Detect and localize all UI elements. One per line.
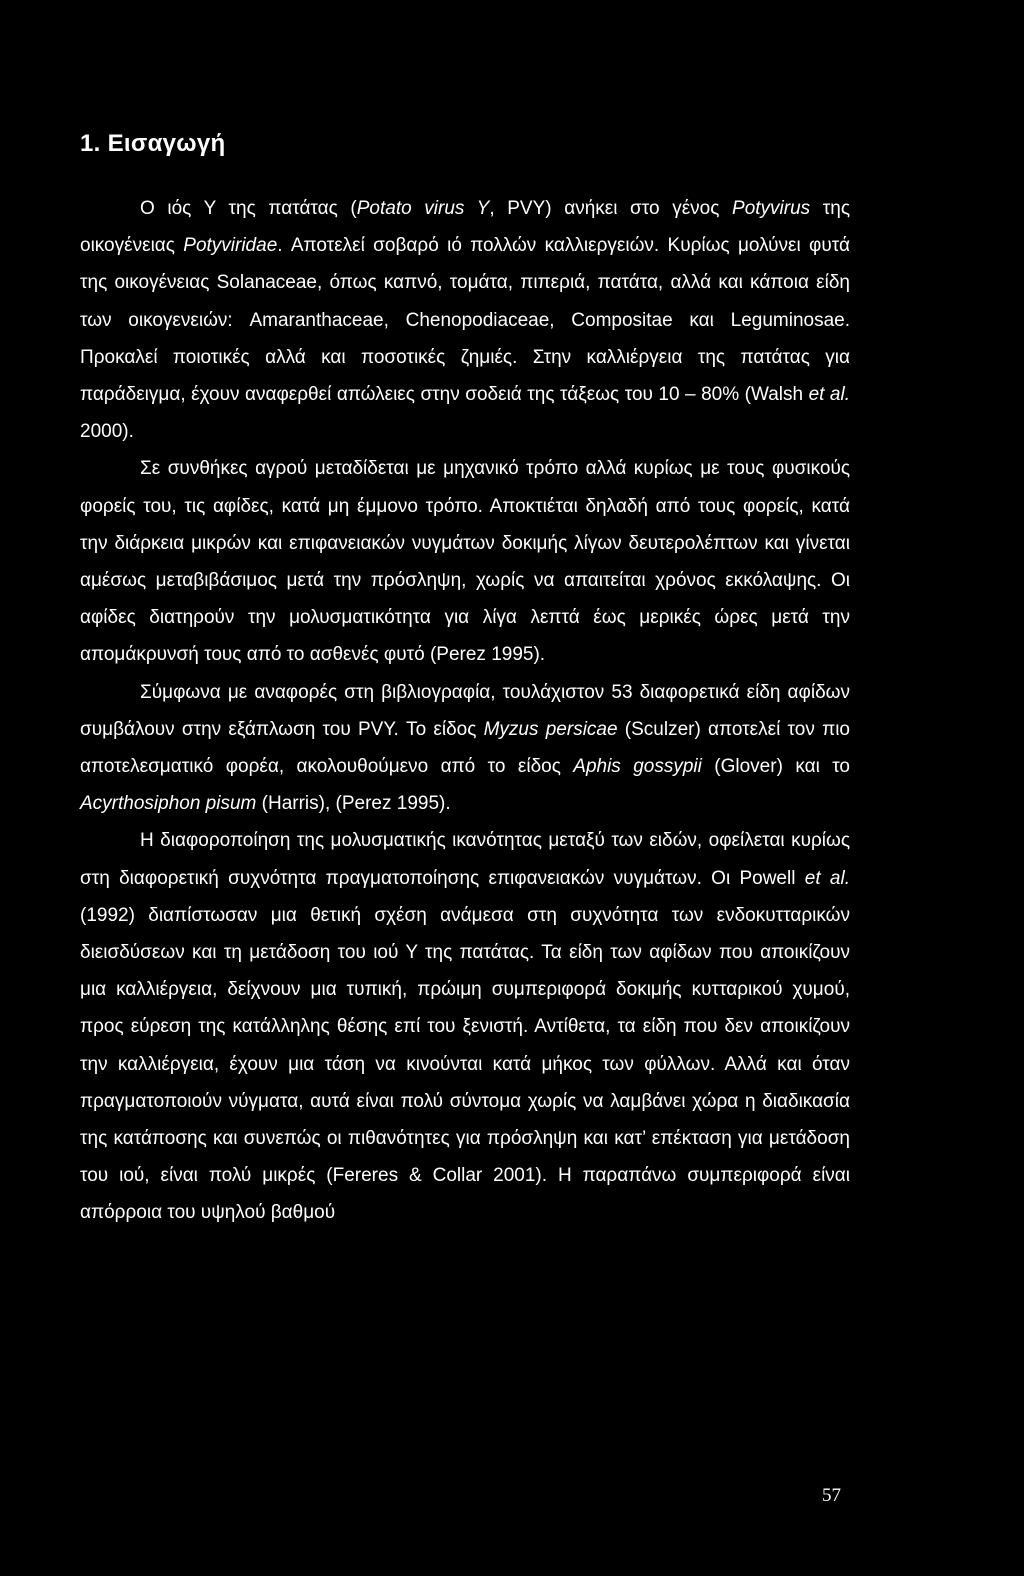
text-run: (Harris), (Perez 1995). [256,793,451,815]
text-run: (1992) διαπίστωσαν μια θετική σχέση ανάμεσα στη συχνότητα των ενδοκυτταρικών διεισδύσεων και τη μετάδοση του ιού Υ της πατάτας. Τα είδη των αφίδων που αποικίζουν μια καλλιέργεια, δείχνουν μια τυπική, πρώιμη συμπεριφορά δοκιμής κυτταρικού χυμού, προς εύρεση της κατάλληλης θέσης επί του ξενιστή. Αντίθετα, τα είδη που δεν αποικίζουν την καλλιέργεια, έχουν μια τάση να κινούνται κατά μήκος των φύλλων. Αλλά και όταν πραγματοποιούν νύγματα, αυτά είναι πολύ σύντομα χωρίς να λαμβάνει χώρα η διαδικασία της κατάποσης και συνεπώς οι πιθανότητες για πρόσληψη και κατ’ επέκταση για μετάδοση του ιού, είναι πολύ μικρές (Fereres & Collar 2001). Η παραπάνω συμπεριφορά είναι απόρροια του υψηλού βαθμού [80,904,850,1224]
italic-term: Myzus persicae [483,718,618,740]
section-heading [80,128,850,160]
text-run: (Sculzer) αποτελεί τον πιο αποτελεσματικό φορέα, ακολουθούμενο από το είδος [80,718,850,778]
page-body [80,128,850,1232]
italic-term: Acyrthosiphon pisum [80,793,257,815]
section-number: 1. [80,130,101,157]
italic-term: Potato virus Y [356,198,490,219]
page-number: 57 [822,1485,841,1506]
text-run: , PVY) ανήκει στο γένος [489,198,733,219]
text-run: . Αποτελεί σοβαρό ιό πολλών καλλιεργειών. Κυρίως μολύνει φυτά της οικογένειας Solanaceae, όπως καπνό, τομάτα, πιπεριά, πατάτα, αλλά και κάποια είδη των οικογενειών: Amaranthaceae, Chenopodiaceae, Compositae και Leguminosae. Προκαλεί ποιοτικές αλλά και ποσοτικές ζημιές. Στην καλλιέργεια της πατάτας για παράδειγμα, έχουν αναφερθεί απώλειες στην σοδειά της τάξεως του 10 – 80% (Walsh [80,235,850,406]
italic-term: et al. [804,867,850,889]
paragraph-transmission-efficiency [80,822,850,1231]
italic-term: Aphis gossypii [573,756,702,778]
section-title: Εισαγωγή [107,130,226,157]
text-run: Σε συνθήκες αγρού μεταδίδεται με μηχανικό τρόπο αλλά κυρίως με τους φυσικούς φορείς του, τις αφίδες, κατά μη έμμονο τρόπο. Αποκτιέται δηλαδή από τους φορείς, κατά την διάρκεια μικρών και επιφανειακών νυγμάτων δοκιμής λίγων δευτερολέπτων και γίνεται αμέσως μεταβιβάσιμος μετά την πρόσληψη, χωρίς να απαιτείται χρόνος εκκόλαψης. Οι αφίδες διατηρούν την μολυσματικότητα για λίγα λεπτά έως μερικές ώρες μετά την απομάκρυνσή τους από το ασθενές φυτό (Perez 1995). [80,458,850,666]
paragraph-vector-species [80,674,850,823]
text-run: της οικογένειας [80,198,850,257]
text-run: (Glover) και το [701,756,851,778]
italic-term: et al. [808,384,850,406]
text-run: 2000). [80,421,134,443]
paragraph-intro [80,190,850,450]
italic-term: Potyvirus [732,198,811,219]
text-run: Η διαφοροποίηση της μολυσματικής ικανότητας μεταξύ των ειδών, οφείλεται κυρίως στη διαφορετική συχνότητα πραγματοποίησης επιφανειακών νυγμάτων. Οι Powell [80,830,850,889]
text-run: Σύμφωνα με αναφορές στη βιβλιογραφία, τουλάχιστον 53 διαφορετικά είδη αφίδων συμβάλουν στην εξάπλωση του PVY. Το είδος [80,681,850,740]
text-run: Ο ιός Υ της πατάτας ( [140,198,357,219]
italic-term: Potyviridae [183,235,278,257]
paragraph-transmission [80,450,850,673]
